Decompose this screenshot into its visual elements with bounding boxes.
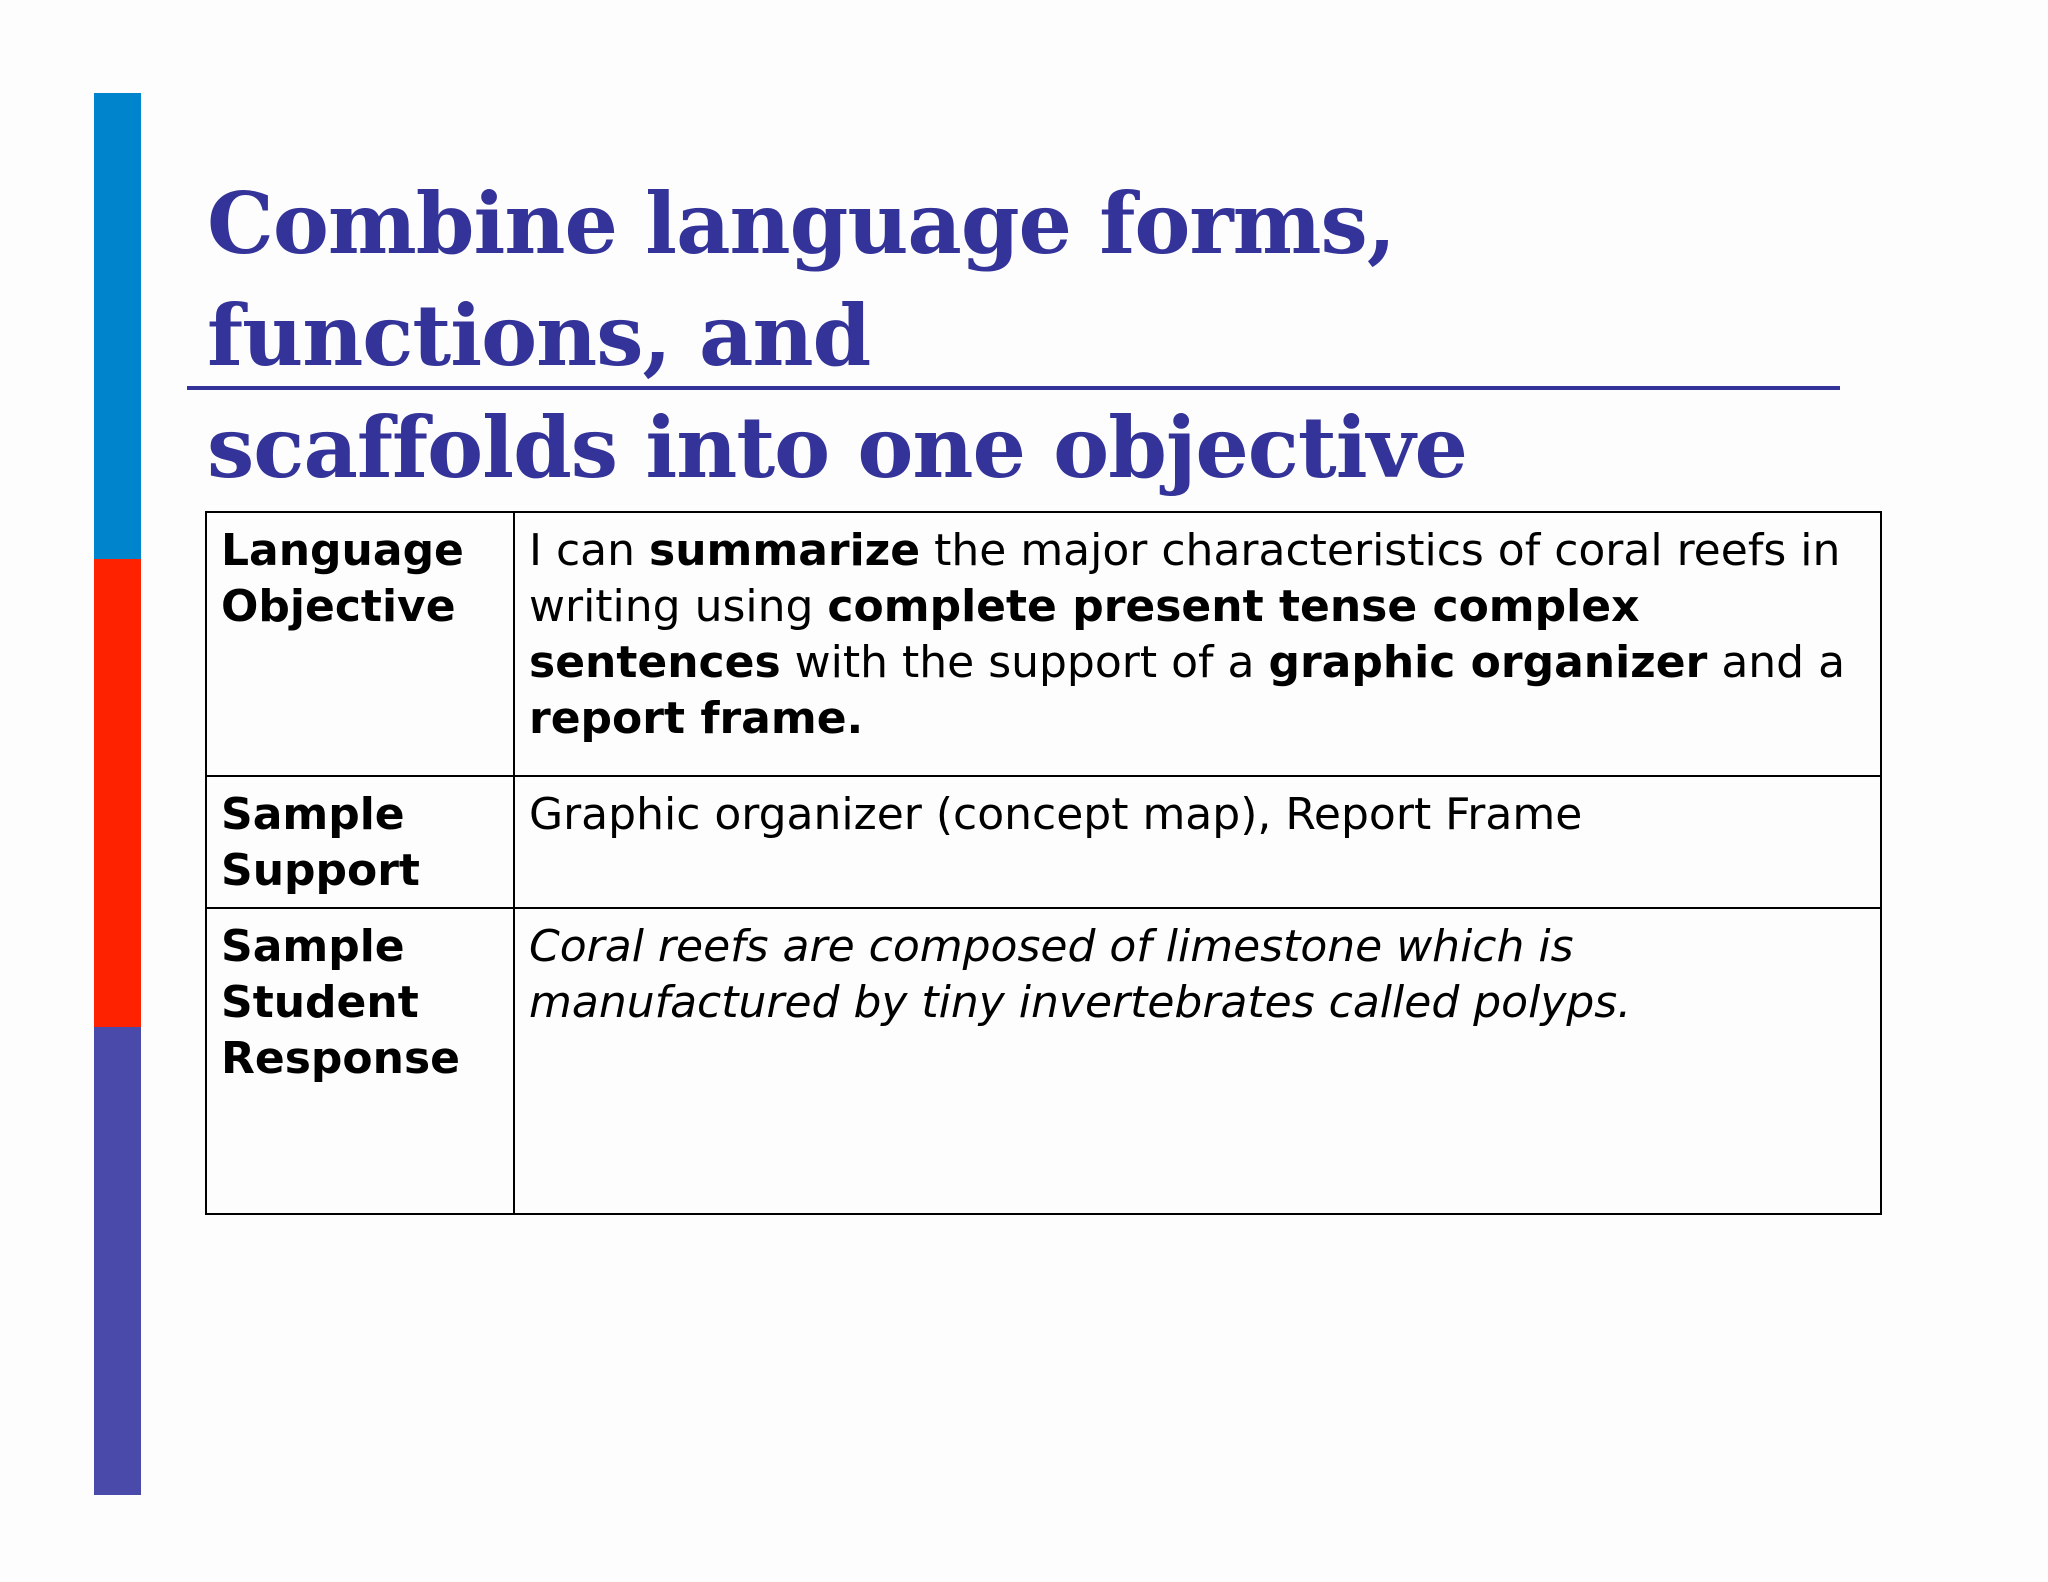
row-value-sample-support: Graphic organizer (concept map), Report Frame xyxy=(514,776,1881,908)
label-line: Sample xyxy=(221,789,405,840)
slide-title xyxy=(207,168,1867,504)
label-line: Support xyxy=(221,845,420,896)
accent-bar-indigo xyxy=(94,1027,141,1495)
row-label-sample-student-response xyxy=(206,908,514,1214)
table-row-language-objective xyxy=(206,512,1881,776)
bold-segment: graphic organizer xyxy=(1268,637,1708,688)
accent-bar-red xyxy=(94,559,141,1027)
table-row-sample-support xyxy=(206,776,1881,908)
row-label-sample-support xyxy=(206,776,514,908)
title-line-1: Combine language forms, functions, and xyxy=(207,174,1396,385)
bold-segment: summarize xyxy=(649,525,921,576)
row-value-sample-student-response: Coral reefs are composed of limestone which is manufactured by tiny invertebrates called polyps. xyxy=(514,908,1881,1214)
bold-segment: report frame. xyxy=(529,693,864,744)
label-line: Response xyxy=(221,1033,460,1084)
label-line: Language xyxy=(221,525,464,576)
text-segment: I can xyxy=(529,525,649,576)
title-line-2: scaffolds into one objective xyxy=(207,398,1467,497)
row-value-language-objective xyxy=(514,512,1881,776)
row-label-language-objective xyxy=(206,512,514,776)
text-segment: with the support of a xyxy=(780,637,1269,688)
text-segment: and a xyxy=(1707,637,1846,688)
label-line: Sample xyxy=(221,921,405,972)
label-line: Objective xyxy=(221,581,456,632)
text-segment: the major characteristics of coral reefs in writing using xyxy=(529,525,1841,632)
label-line: Student xyxy=(221,977,419,1028)
table-row-sample-student-response xyxy=(206,908,1881,1214)
accent-bar-blue xyxy=(94,93,141,559)
title-underline xyxy=(187,386,1840,390)
bold-segment: complete present tense complex sentences xyxy=(529,581,1640,688)
objective-table xyxy=(205,511,1882,1215)
